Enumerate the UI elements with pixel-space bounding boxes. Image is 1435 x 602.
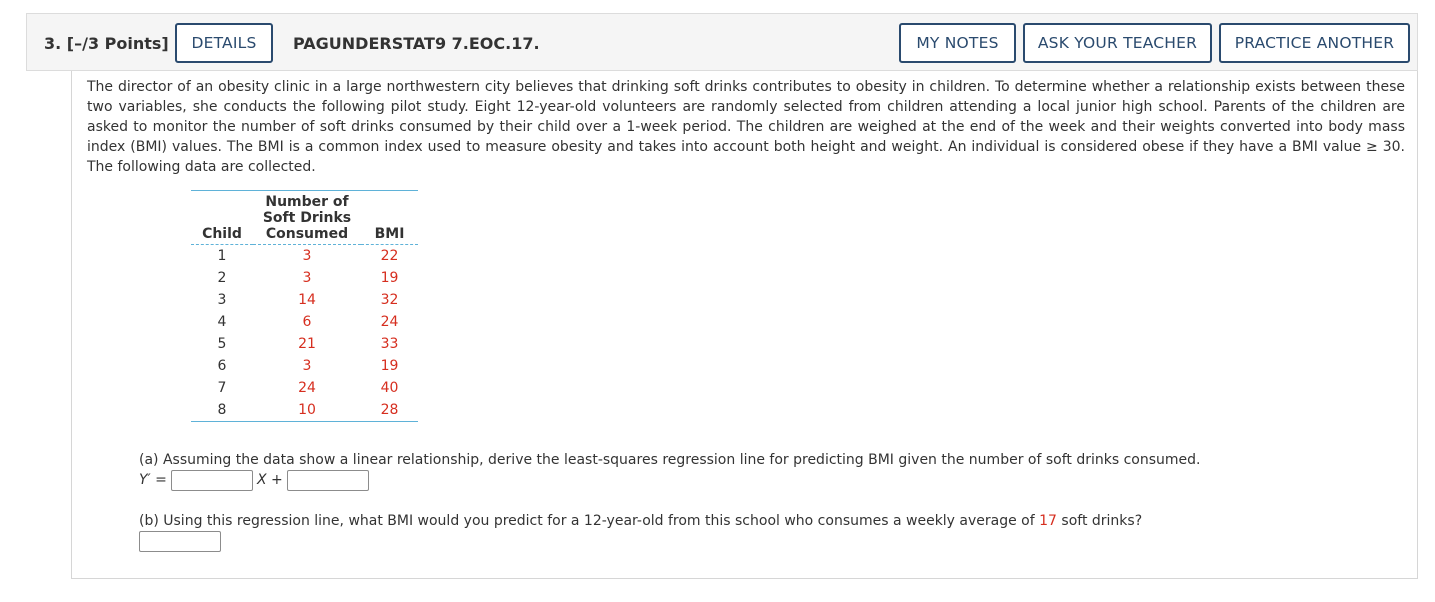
cell-bmi: 19 xyxy=(380,358,399,374)
cell-drinks: 14 xyxy=(298,292,316,308)
header-soft-drinks-line3: Consumed xyxy=(265,226,349,242)
intercept-input[interactable] xyxy=(287,470,369,491)
cell-drinks: 6 xyxy=(302,314,312,330)
cell-bmi: 24 xyxy=(380,314,399,330)
cell-bmi: 40 xyxy=(380,380,399,396)
table-header-row xyxy=(191,191,418,245)
cell-child: 1 xyxy=(217,248,227,264)
cell-drinks: 24 xyxy=(298,380,316,396)
question-number-points: 3. [–/3 Points] xyxy=(44,34,169,53)
cell-drinks: 10 xyxy=(298,402,316,418)
table-row xyxy=(191,355,418,377)
header-child: Child xyxy=(191,191,253,245)
cell-child: 2 xyxy=(217,270,227,286)
details-button[interactable]: DETAILS xyxy=(175,23,273,63)
part-a-y-prime-label xyxy=(139,470,167,490)
header-soft-drinks xyxy=(253,191,361,245)
table-row xyxy=(191,399,418,422)
data-table xyxy=(191,190,418,422)
cell-drinks: 3 xyxy=(302,270,312,286)
table-row xyxy=(191,245,418,268)
part-b-soft-drink-value: 17 xyxy=(1039,513,1057,529)
cell-child: 6 xyxy=(217,358,227,374)
question-intro-text: The director of an obesity clinic in a large northwestern city believes that drinking soft drinks contributes to obesity in children. To determine whether a relationship exists between these two variables, she conducts the following pilot study. Eight 12-year-old volunteers are randomly selected from children attending a local junior high school. Parents of the children are asked to monitor the number of soft drinks consumed by their child over a 1-week period. The children are weighed at the end of the week and their weights converted into body mass index (BMI) values. The BMI is a common index used to measure obesity and takes into account both height and weight. An individual is considered obese if they have a BMI value ≥ 30. The following data are collected. xyxy=(87,79,1405,175)
cell-bmi: 33 xyxy=(380,336,399,352)
header-soft-drinks-line1: Number of xyxy=(265,194,349,210)
table-row xyxy=(191,377,418,399)
my-notes-button[interactable]: MY NOTES xyxy=(899,23,1016,63)
cell-child: 8 xyxy=(217,402,227,418)
question-body xyxy=(71,71,1418,579)
question-header xyxy=(26,13,1418,71)
cell-bmi: 28 xyxy=(380,402,399,418)
cell-bmi: 32 xyxy=(380,292,399,308)
cell-drinks: 3 xyxy=(302,248,312,264)
cell-bmi: 22 xyxy=(380,248,399,264)
header-bmi: BMI xyxy=(361,191,418,245)
table-row xyxy=(191,267,418,289)
part-a-x-label xyxy=(257,470,283,490)
cell-child: 3 xyxy=(217,292,227,308)
part-b-text-before: (b) Using this regression line, what BMI would you predict for a 12-year-old from this school who consumes a weekly average of xyxy=(139,513,1040,529)
part-a-y-prime-text: Y′ = xyxy=(139,472,167,488)
practice-another-button[interactable]: PRACTICE ANOTHER xyxy=(1219,23,1410,63)
cell-drinks: 21 xyxy=(298,336,316,352)
table-row xyxy=(191,289,418,311)
cell-drinks: 3 xyxy=(302,358,312,374)
part-a-prompt: (a) Assuming the data show a linear relationship, derive the least-squares regression line for predicting BMI given the number of soft drinks consumed. xyxy=(139,452,1201,468)
cell-child: 7 xyxy=(217,380,227,396)
question-code: PAGUNDERSTAT9 7.EOC.17. xyxy=(293,34,540,53)
ask-your-teacher-button[interactable]: ASK YOUR TEACHER xyxy=(1023,23,1212,63)
part-a-x-text: X + xyxy=(257,472,283,488)
cell-child: 5 xyxy=(217,336,227,352)
cell-bmi: 19 xyxy=(380,270,399,286)
header-soft-drinks-line2: Soft Drinks xyxy=(262,210,352,226)
part-b-prompt xyxy=(139,511,1142,531)
table-row xyxy=(191,311,418,333)
part-b-text-after: soft drinks? xyxy=(1056,513,1143,529)
table-row xyxy=(191,333,418,355)
cell-child: 4 xyxy=(217,314,227,330)
predicted-bmi-input[interactable] xyxy=(139,531,221,552)
slope-input[interactable] xyxy=(171,470,253,491)
